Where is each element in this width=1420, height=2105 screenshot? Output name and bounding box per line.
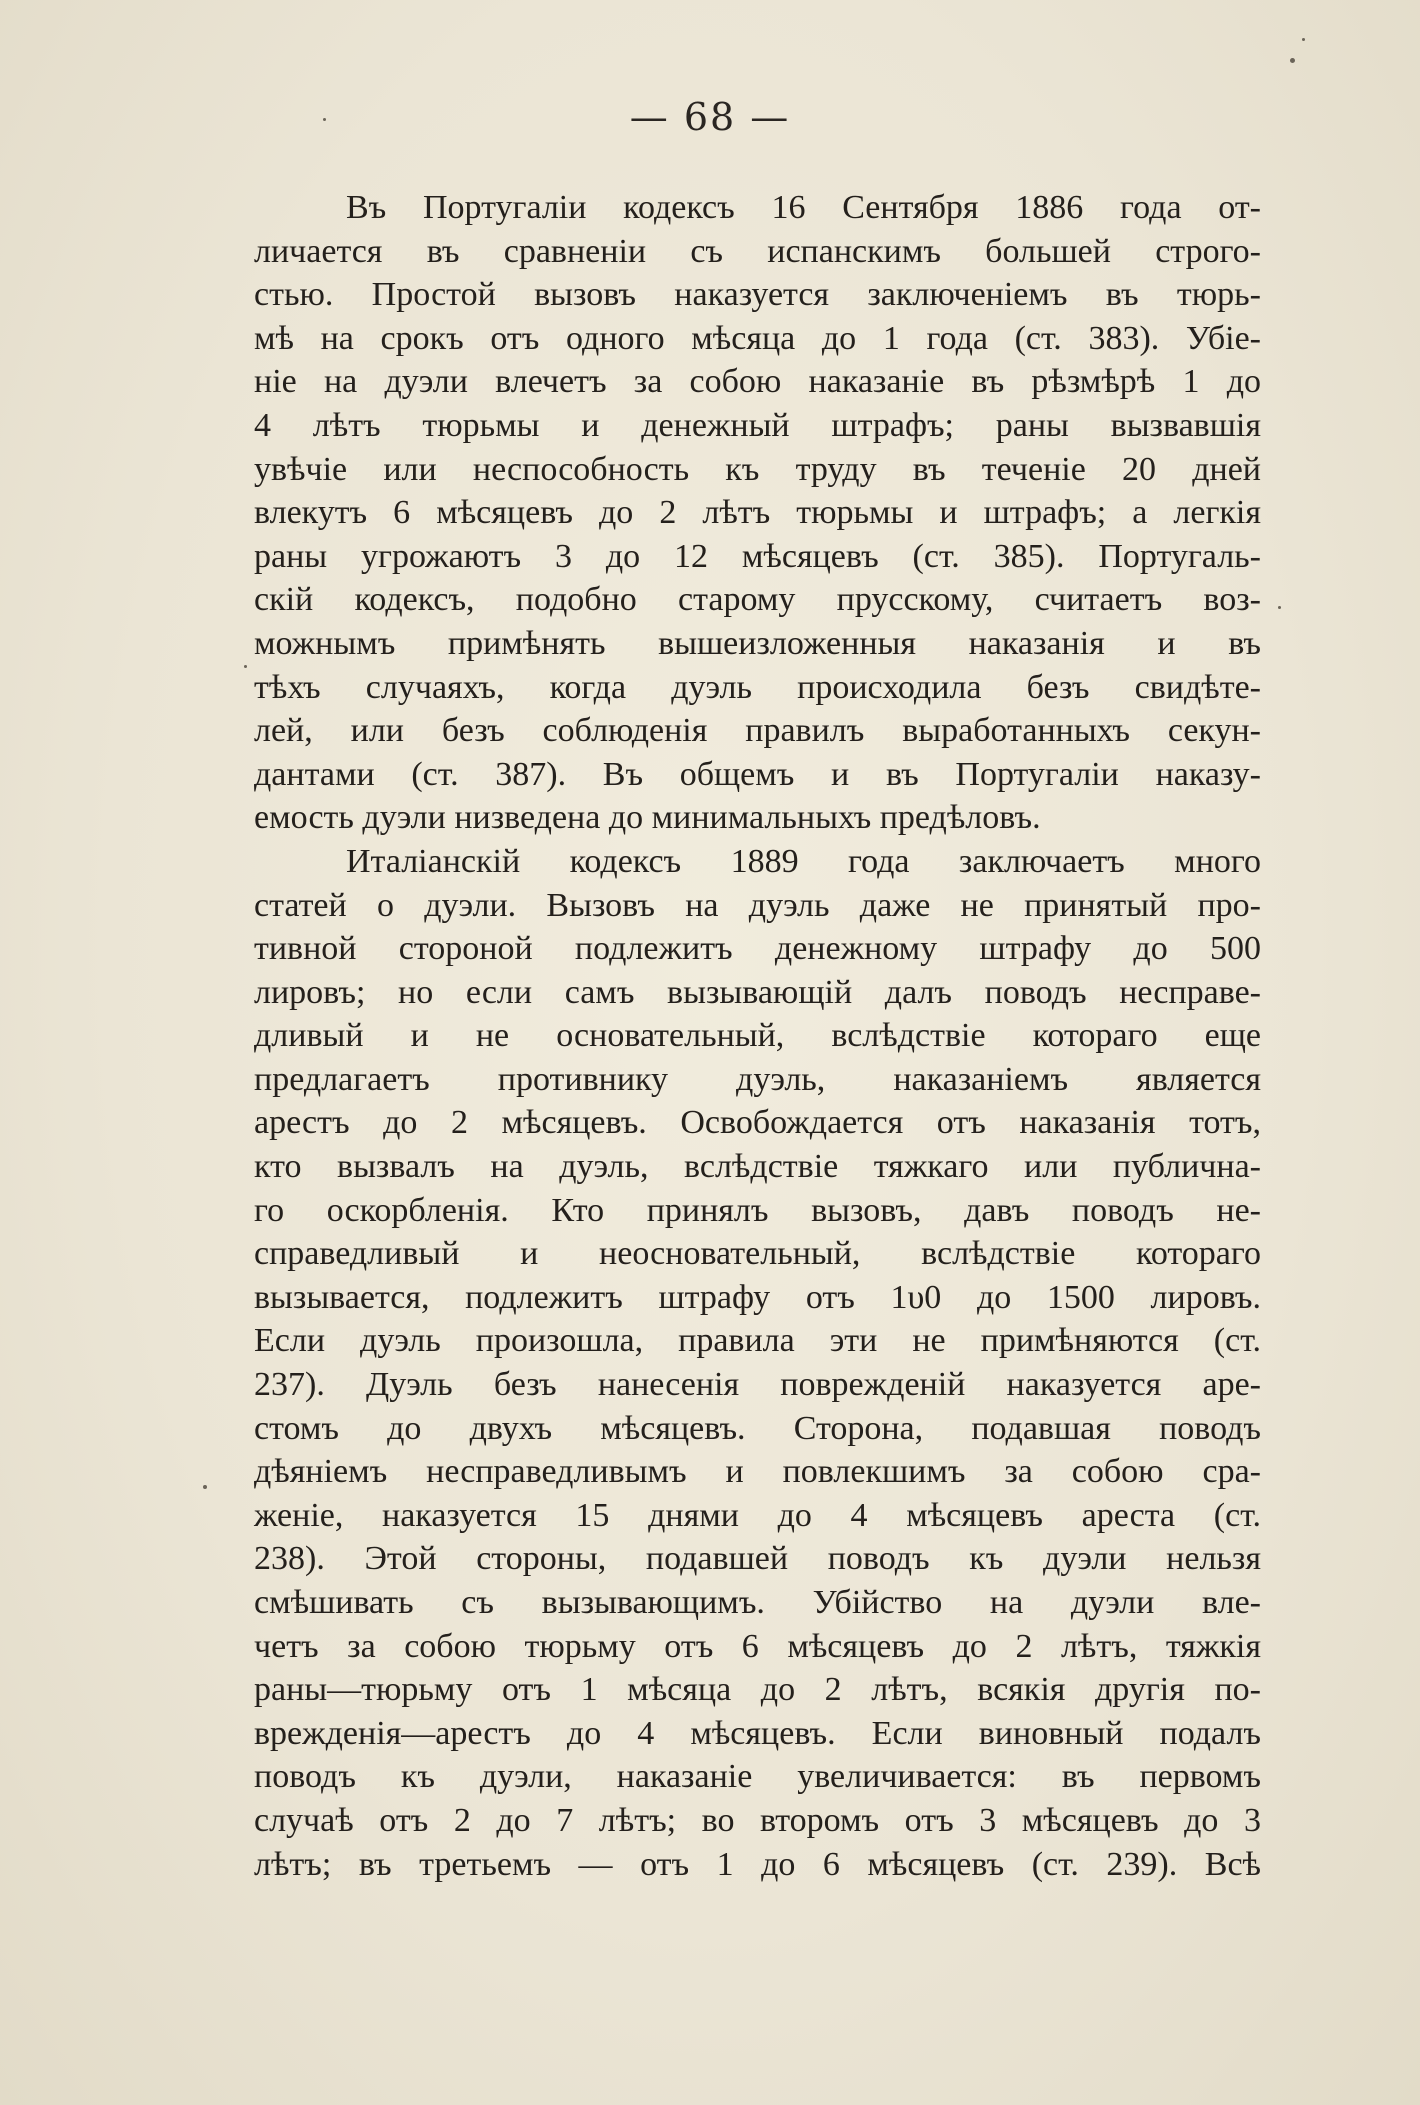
text-line: лировъ; но если самъ вызывающiй далъ поводъ несправе- [254,973,1261,1011]
body-text [254,186,1261,1886]
text-line: поводъ къ дуэли, наказанiе увеличивается: въ первомъ [254,1758,1261,1796]
text-line: лѣтъ; въ третьемъ — отъ 1 до 6 мѣсяцевъ (ст. 239). Всѣ [254,1845,1261,1883]
text-line: справедливый и неосновательный, вслѣдствiе котораго [254,1235,1261,1273]
text-line: 4 лѣтъ тюрьмы и денежный штрафъ; раны вызвавшiя [254,406,1261,444]
paper-speck [203,1485,207,1489]
paper-speck [244,665,247,668]
paper-speck [1302,38,1305,41]
text-line: дливый и не основательный, вслѣдствiе котораго еще [254,1017,1261,1055]
text-line: 237). Дуэль безъ нанесенiя поврежденiй наказуется аре- [254,1366,1261,1404]
text-line: раны—тюрьму отъ 1 мѣсяца до 2 лѣтъ, всякiя другiя по- [254,1671,1261,1709]
text-line: смѣшивать съ вызывающимъ. Убiйство на дуэли вле- [254,1584,1261,1621]
text-line: Италiанскiй кодексъ 1889 года заключаетъ много [346,842,1261,880]
paper-speck [1278,606,1281,609]
text-line: Если дуэль произошла, правила эти не примѣняются (ст. [254,1322,1261,1360]
text-line: арестъ до 2 мѣсяцевъ. Освобождается отъ наказанiя тотъ, [254,1104,1261,1142]
text-line: личается въ сравненiи съ испанскимъ большей строго- [254,232,1261,270]
text-line: статей о дуэли. Вызовъ на дуэль даже не принятый про- [254,886,1261,924]
text-line: Въ Португалiи кодексъ 16 Сентября 1886 года от- [346,189,1261,226]
text-line: дантами (ст. 387). Въ общемъ и въ Португалiи наказу- [254,755,1261,793]
text-line: лей, или безъ соблюденiя правилъ выработанныхъ секун- [254,712,1261,750]
text-line: кто вызвалъ на дуэль, вслѣдствiе тяжкаго или публична- [254,1148,1261,1186]
text-line: мѣ на срокъ отъ одного мѣсяца до 1 года (ст. 383). Убiе- [254,319,1261,357]
text-line: стомъ до двухъ мѣсяцевъ. Сторона, подавшая поводъ [254,1409,1261,1447]
text-line: случаѣ отъ 2 до 7 лѣтъ; во второмъ отъ 3 мѣсяцевъ до 3 [254,1801,1261,1839]
paper-speck [1290,58,1295,63]
text-line: вызывается, подлежитъ штрафу отъ 1υ0 до 1500 лировъ. [254,1278,1261,1316]
text-line: увѣчiе или неспособность къ труду въ теченiе 20 дней [254,450,1261,488]
paper-speck [323,118,326,121]
page-number: — 68 — [629,95,791,139]
text-line: врежденiя—арестъ до 4 мѣсяцевъ. Если виновный подалъ [254,1714,1261,1752]
text-line: раны угрожаютъ 3 до 12 мѣсяцевъ (ст. 385). Португаль- [254,537,1261,575]
text-line: скiй кодексъ, подобно старому прусскому, считаетъ воз- [254,581,1261,619]
text-line: влекутъ 6 мѣсяцевъ до 2 лѣтъ тюрьмы и штрафъ; а легкiя [254,494,1261,532]
text-line: предлагаетъ противнику дуэль, наказанiемъ является [254,1060,1261,1098]
text-line: тѣхъ случаяхъ, когда дуэль происходила безъ свидѣте- [254,668,1261,706]
paragraph-italy [254,840,1261,1886]
text-line: четъ за собою тюрьму отъ 6 мѣсяцевъ до 2 лѣтъ, тяжкiя [254,1627,1261,1665]
paragraph-portugal [254,186,1261,840]
text-line: дѣянiемъ несправедливымъ и повлекшимъ за собою сра- [254,1453,1261,1491]
text-line: емость дуэли низведена до минимальныхъ предѣловъ. [254,799,1041,837]
text-line: женiе, наказуется 15 днями до 4 мѣсяцевъ ареста (ст. [254,1496,1261,1534]
text-line: 238). Этой стороны, подавшей поводъ къ дуэли нельзя [254,1540,1261,1578]
text-line: го оскорбленiя. Кто принялъ вызовъ, давъ поводъ не- [254,1191,1261,1229]
text-line: можнымъ примѣнять вышеизложенныя наказанiя и въ [254,624,1261,662]
text-line: тивной стороной подлежитъ денежному штрафу до 500 [254,930,1261,968]
text-line: нiе на дуэли влечетъ за собою наказанiе въ рѣзмѣрѣ 1 до [254,363,1261,401]
text-line: стью. Простой вызовъ наказуется заключенiемъ въ тюрь- [254,276,1261,314]
